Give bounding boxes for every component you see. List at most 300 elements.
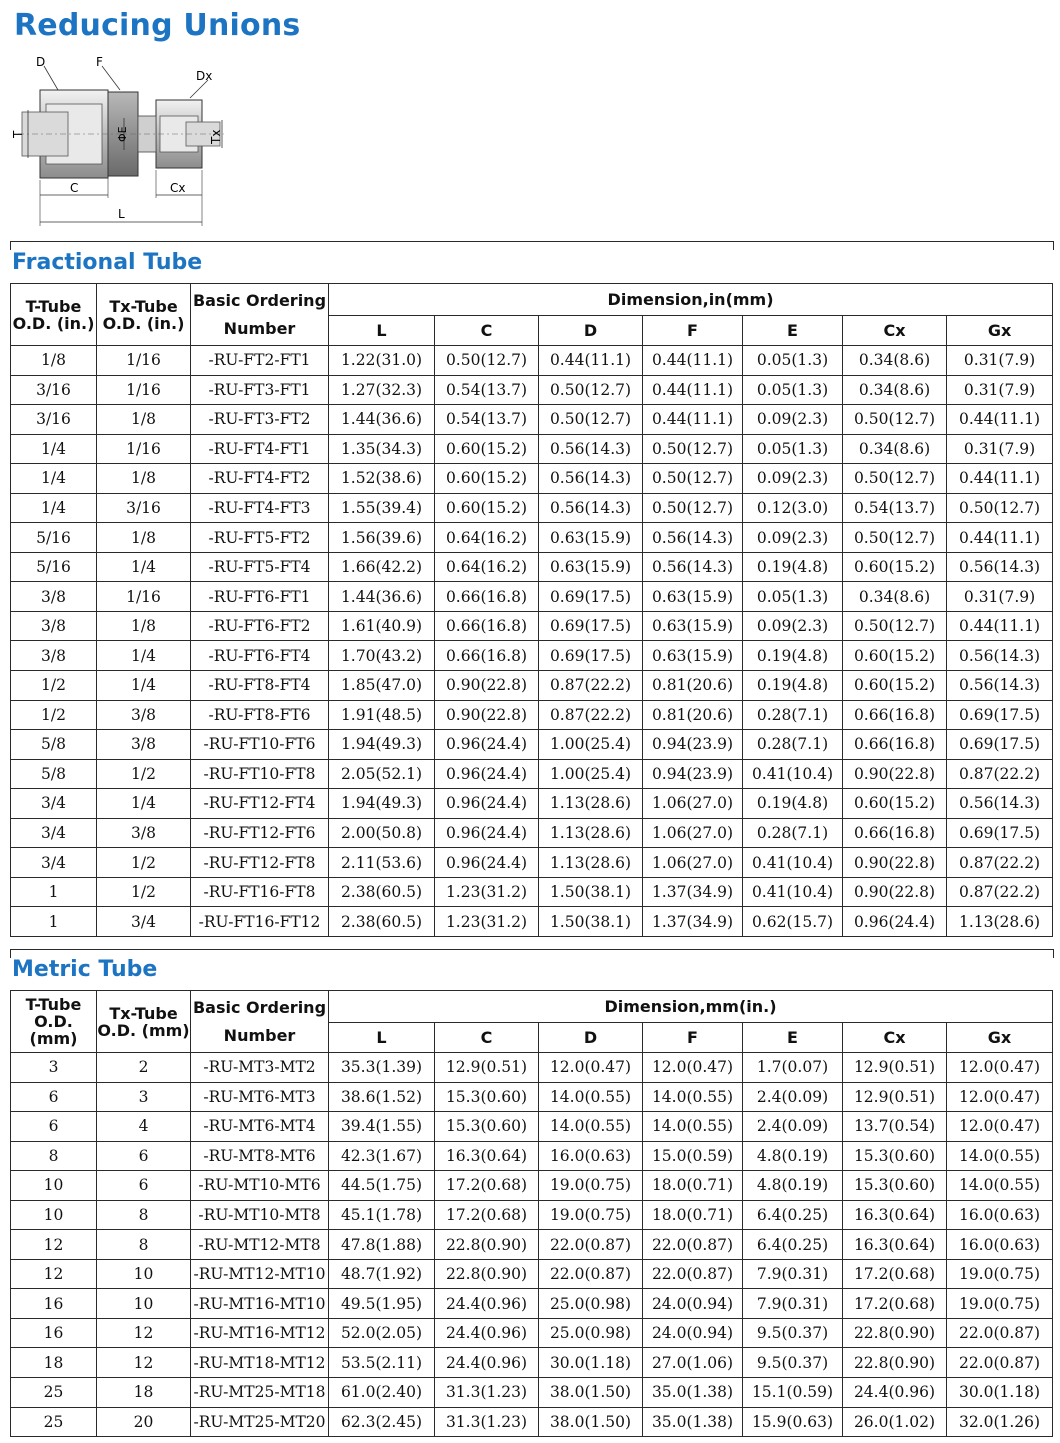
cell-l: 62.3(2.45)	[329, 1407, 435, 1437]
cell-c: 15.3(0.60)	[435, 1112, 539, 1142]
cell-ordering-number: -RU-FT3-FT2	[191, 405, 329, 435]
cell-cx: 0.60(15.2)	[843, 789, 947, 819]
cell-c: 0.96(24.4)	[435, 759, 539, 789]
header-dimension: Dimension,in(mm)	[329, 284, 1053, 316]
cell-l: 53.5(2.11)	[329, 1348, 435, 1378]
cell-c: 1.23(31.2)	[435, 907, 539, 937]
cell-t-tube: 3/16	[11, 405, 97, 435]
cell-ordering-number: -RU-FT4-FT3	[191, 493, 329, 523]
cell-ordering-number: -RU-FT2-FT1	[191, 346, 329, 376]
cell-d: 0.56(14.3)	[539, 434, 643, 464]
cell-f: 0.94(23.9)	[643, 759, 743, 789]
cell-t-tube: 10	[11, 1200, 97, 1230]
cell-cx: 26.0(1.02)	[843, 1407, 947, 1437]
header-dim: Gx	[947, 316, 1053, 346]
cell-tx-tube: 1/16	[97, 375, 191, 405]
cell-ordering-number: -RU-FT4-FT2	[191, 464, 329, 494]
header-dim: Cx	[843, 1023, 947, 1053]
label-f: F	[96, 55, 103, 69]
cell-cx: 17.2(0.68)	[843, 1259, 947, 1289]
cell-cx: 12.9(0.51)	[843, 1053, 947, 1083]
cell-gx: 0.31(7.9)	[947, 582, 1053, 612]
cell-t-tube: 1	[11, 907, 97, 937]
cell-gx: 0.56(14.3)	[947, 789, 1053, 819]
cell-t-tube: 1	[11, 877, 97, 907]
cell-e: 7.9(0.31)	[743, 1259, 843, 1289]
cell-l: 48.7(1.92)	[329, 1259, 435, 1289]
cell-t-tube: 5/16	[11, 552, 97, 582]
cell-d: 0.50(12.7)	[539, 375, 643, 405]
header-ordering-number: Basic Ordering Number	[191, 284, 329, 346]
header-dim: C	[435, 316, 539, 346]
cell-gx: 12.0(0.47)	[947, 1082, 1053, 1112]
cell-l: 1.35(34.3)	[329, 434, 435, 464]
cell-e: 0.12(3.0)	[743, 493, 843, 523]
cell-e: 6.4(0.25)	[743, 1200, 843, 1230]
cell-l: 2.00(50.8)	[329, 818, 435, 848]
cell-gx: 16.0(0.63)	[947, 1230, 1053, 1260]
cell-e: 9.5(0.37)	[743, 1318, 843, 1348]
cell-f: 18.0(0.71)	[643, 1171, 743, 1201]
cell-gx: 0.69(17.5)	[947, 700, 1053, 730]
cell-c: 0.96(24.4)	[435, 818, 539, 848]
cell-tx-tube: 1/8	[97, 405, 191, 435]
cell-c: 0.66(16.8)	[435, 641, 539, 671]
cell-l: 1.22(31.0)	[329, 346, 435, 376]
label-e: ΦE	[116, 126, 129, 142]
label-d: D	[36, 55, 46, 69]
label-l: L	[118, 207, 125, 221]
cell-cx: 0.96(24.4)	[843, 907, 947, 937]
cell-c: 22.8(0.90)	[435, 1259, 539, 1289]
cell-e: 0.41(10.4)	[743, 848, 843, 878]
table-row	[11, 1082, 1053, 1112]
cell-t-tube: 8	[11, 1141, 97, 1171]
cell-t-tube: 5/8	[11, 759, 97, 789]
cell-f: 18.0(0.71)	[643, 1200, 743, 1230]
cell-l: 52.0(2.05)	[329, 1318, 435, 1348]
cell-tx-tube: 20	[97, 1407, 191, 1437]
cell-l: 2.11(53.6)	[329, 848, 435, 878]
cell-tx-tube: 1/16	[97, 434, 191, 464]
cell-l: 1.27(32.3)	[329, 375, 435, 405]
cell-l: 35.3(1.39)	[329, 1053, 435, 1083]
cell-gx: 14.0(0.55)	[947, 1171, 1053, 1201]
cell-t-tube: 3/8	[11, 611, 97, 641]
cell-l: 44.5(1.75)	[329, 1171, 435, 1201]
cell-d: 0.50(12.7)	[539, 405, 643, 435]
table-row	[11, 1378, 1053, 1408]
cell-e: 2.4(0.09)	[743, 1082, 843, 1112]
cell-f: 0.44(11.1)	[643, 346, 743, 376]
cell-cx: 0.90(22.8)	[843, 759, 947, 789]
header-dim: Cx	[843, 316, 947, 346]
cell-ordering-number: -RU-MT3-MT2	[191, 1053, 329, 1083]
cell-e: 0.28(7.1)	[743, 700, 843, 730]
cell-gx: 0.44(11.1)	[947, 523, 1053, 553]
cell-d: 0.69(17.5)	[539, 582, 643, 612]
cell-cx: 0.60(15.2)	[843, 671, 947, 701]
cell-ordering-number: -RU-MT10-MT6	[191, 1171, 329, 1201]
cell-tx-tube: 6	[97, 1171, 191, 1201]
cell-d: 1.13(28.6)	[539, 789, 643, 819]
fractional-body	[11, 346, 1053, 937]
cell-ordering-number: -RU-FT3-FT1	[191, 375, 329, 405]
table-row	[11, 375, 1053, 405]
header-dim: F	[643, 1023, 743, 1053]
cell-e: 1.7(0.07)	[743, 1053, 843, 1083]
cell-gx: 0.44(11.1)	[947, 405, 1053, 435]
cell-f: 1.37(34.9)	[643, 877, 743, 907]
cell-cx: 16.3(0.64)	[843, 1230, 947, 1260]
cell-gx: 0.31(7.9)	[947, 346, 1053, 376]
table-row	[11, 907, 1053, 937]
cell-t-tube: 1/2	[11, 671, 97, 701]
cell-e: 0.09(2.3)	[743, 464, 843, 494]
cell-d: 1.50(38.1)	[539, 907, 643, 937]
table-row	[11, 1171, 1053, 1201]
cell-f: 14.0(0.55)	[643, 1082, 743, 1112]
table-row	[11, 1230, 1053, 1260]
cell-tx-tube: 1/8	[97, 464, 191, 494]
cell-c: 0.60(15.2)	[435, 464, 539, 494]
cell-c: 0.66(16.8)	[435, 582, 539, 612]
cell-f: 1.06(27.0)	[643, 789, 743, 819]
cell-tx-tube: 1/8	[97, 523, 191, 553]
cell-f: 15.0(0.59)	[643, 1141, 743, 1171]
cell-d: 0.63(15.9)	[539, 523, 643, 553]
cell-gx: 0.87(22.2)	[947, 848, 1053, 878]
cell-tx-tube: 1/4	[97, 671, 191, 701]
table-row	[11, 523, 1053, 553]
cell-gx: 32.0(1.26)	[947, 1407, 1053, 1437]
cell-t-tube: 1/4	[11, 493, 97, 523]
cell-l: 1.94(49.3)	[329, 730, 435, 760]
header-t-tube: T-Tube O.D. (in.)	[11, 284, 97, 346]
cell-ordering-number: -RU-MT16-MT10	[191, 1289, 329, 1319]
cell-ordering-number: -RU-MT10-MT8	[191, 1200, 329, 1230]
cell-tx-tube: 12	[97, 1348, 191, 1378]
cell-c: 0.60(15.2)	[435, 493, 539, 523]
cell-c: 0.50(12.7)	[435, 346, 539, 376]
cell-f: 35.0(1.38)	[643, 1378, 743, 1408]
metric-frame	[10, 949, 1054, 958]
cell-d: 25.0(0.98)	[539, 1318, 643, 1348]
cell-c: 0.96(24.4)	[435, 848, 539, 878]
cell-cx: 0.60(15.2)	[843, 552, 947, 582]
cell-d: 0.69(17.5)	[539, 611, 643, 641]
cell-t-tube: 10	[11, 1171, 97, 1201]
cell-c: 31.3(1.23)	[435, 1407, 539, 1437]
cell-gx: 19.0(0.75)	[947, 1289, 1053, 1319]
table-row	[11, 1348, 1053, 1378]
cell-e: 15.9(0.63)	[743, 1407, 843, 1437]
cell-l: 1.91(48.5)	[329, 700, 435, 730]
header-dim: E	[743, 1023, 843, 1053]
table-row	[11, 759, 1053, 789]
cell-gx: 0.50(12.7)	[947, 493, 1053, 523]
cell-l: 1.56(39.6)	[329, 523, 435, 553]
cell-c: 24.4(0.96)	[435, 1348, 539, 1378]
cell-tx-tube: 10	[97, 1289, 191, 1319]
cell-t-tube: 3/8	[11, 582, 97, 612]
cell-gx: 0.87(22.2)	[947, 759, 1053, 789]
cell-cx: 15.3(0.60)	[843, 1141, 947, 1171]
table-row	[11, 552, 1053, 582]
cell-ordering-number: -RU-MT25-MT18	[191, 1378, 329, 1408]
cell-t-tube: 3/4	[11, 789, 97, 819]
cell-cx: 0.50(12.7)	[843, 523, 947, 553]
cell-l: 1.44(36.6)	[329, 405, 435, 435]
cell-cx: 0.60(15.2)	[843, 641, 947, 671]
cell-t-tube: 12	[11, 1259, 97, 1289]
cell-d: 0.69(17.5)	[539, 641, 643, 671]
cell-l: 42.3(1.67)	[329, 1141, 435, 1171]
cell-d: 1.00(25.4)	[539, 730, 643, 760]
cell-f: 0.44(11.1)	[643, 405, 743, 435]
cell-ordering-number: -RU-FT16-FT12	[191, 907, 329, 937]
cell-gx: 22.0(0.87)	[947, 1318, 1053, 1348]
cell-cx: 22.8(0.90)	[843, 1318, 947, 1348]
cell-f: 24.0(0.94)	[643, 1289, 743, 1319]
cell-ordering-number: -RU-FT10-FT8	[191, 759, 329, 789]
cell-f: 0.50(12.7)	[643, 464, 743, 494]
cell-t-tube: 25	[11, 1407, 97, 1437]
cell-c: 31.3(1.23)	[435, 1378, 539, 1408]
cell-cx: 0.66(16.8)	[843, 818, 947, 848]
cell-gx: 0.56(14.3)	[947, 641, 1053, 671]
cell-tx-tube: 8	[97, 1230, 191, 1260]
table-row	[11, 1259, 1053, 1289]
cell-e: 0.05(1.3)	[743, 346, 843, 376]
header-dim: D	[539, 1023, 643, 1053]
cell-d: 30.0(1.18)	[539, 1348, 643, 1378]
cell-e: 15.1(0.59)	[743, 1378, 843, 1408]
cell-c: 0.64(16.2)	[435, 523, 539, 553]
cell-l: 47.8(1.88)	[329, 1230, 435, 1260]
cell-f: 0.63(15.9)	[643, 641, 743, 671]
cell-t-tube: 3/16	[11, 375, 97, 405]
cell-cx: 0.34(8.6)	[843, 434, 947, 464]
header-dim: C	[435, 1023, 539, 1053]
cell-tx-tube: 3/8	[97, 730, 191, 760]
cell-c: 0.90(22.8)	[435, 700, 539, 730]
table-row	[11, 1289, 1053, 1319]
fractional-frame	[10, 241, 1054, 250]
cell-t-tube: 16	[11, 1289, 97, 1319]
cell-tx-tube: 8	[97, 1200, 191, 1230]
cell-t-tube: 1/2	[11, 700, 97, 730]
cell-ordering-number: -RU-FT12-FT6	[191, 818, 329, 848]
cell-c: 24.4(0.96)	[435, 1318, 539, 1348]
table-row	[11, 1407, 1053, 1437]
cell-e: 0.28(7.1)	[743, 818, 843, 848]
table-row	[11, 582, 1053, 612]
cell-gx: 0.56(14.3)	[947, 671, 1053, 701]
metric-title: Metric Tube	[12, 957, 158, 982]
cell-d: 38.0(1.50)	[539, 1378, 643, 1408]
metric-body	[11, 1053, 1053, 1437]
cell-gx: 0.44(11.1)	[947, 464, 1053, 494]
cell-tx-tube: 2	[97, 1053, 191, 1083]
cell-d: 1.13(28.6)	[539, 818, 643, 848]
cell-e: 0.19(4.8)	[743, 789, 843, 819]
cell-l: 2.05(52.1)	[329, 759, 435, 789]
cell-cx: 17.2(0.68)	[843, 1289, 947, 1319]
table-row	[11, 1318, 1053, 1348]
cell-l: 1.70(43.2)	[329, 641, 435, 671]
cell-cx: 24.4(0.96)	[843, 1378, 947, 1408]
cell-d: 14.0(0.55)	[539, 1112, 643, 1142]
header-t-tube: T-Tube O.D. (mm)	[11, 991, 97, 1053]
cell-tx-tube: 3	[97, 1082, 191, 1112]
cell-f: 0.94(23.9)	[643, 730, 743, 760]
header-tx-tube: Tx-Tube O.D. (in.)	[97, 284, 191, 346]
cell-c: 24.4(0.96)	[435, 1289, 539, 1319]
cell-f: 14.0(0.55)	[643, 1112, 743, 1142]
table-row	[11, 700, 1053, 730]
cell-tx-tube: 3/16	[97, 493, 191, 523]
cell-cx: 0.90(22.8)	[843, 848, 947, 878]
label-t: T	[11, 130, 25, 138]
header-dim: F	[643, 316, 743, 346]
cell-t-tube: 3/4	[11, 848, 97, 878]
table-row	[11, 1112, 1053, 1142]
table-row	[11, 1141, 1053, 1171]
cell-gx: 0.69(17.5)	[947, 818, 1053, 848]
cell-d: 0.87(22.2)	[539, 671, 643, 701]
table-row	[11, 405, 1053, 435]
cell-ordering-number: -RU-MT16-MT12	[191, 1318, 329, 1348]
header-dim: L	[329, 1023, 435, 1053]
cell-l: 1.85(47.0)	[329, 671, 435, 701]
cell-t-tube: 25	[11, 1378, 97, 1408]
table-row	[11, 848, 1053, 878]
table-row	[11, 877, 1053, 907]
cell-f: 0.50(12.7)	[643, 493, 743, 523]
cell-d: 0.63(15.9)	[539, 552, 643, 582]
cell-e: 9.5(0.37)	[743, 1348, 843, 1378]
cell-t-tube: 3	[11, 1053, 97, 1083]
cell-tx-tube: 4	[97, 1112, 191, 1142]
cell-gx: 0.56(14.3)	[947, 552, 1053, 582]
cell-ordering-number: -RU-MT6-MT3	[191, 1082, 329, 1112]
cell-e: 0.05(1.3)	[743, 434, 843, 464]
cell-ordering-number: -RU-FT6-FT1	[191, 582, 329, 612]
cell-f: 0.81(20.6)	[643, 671, 743, 701]
cell-d: 38.0(1.50)	[539, 1407, 643, 1437]
cell-cx: 0.50(12.7)	[843, 611, 947, 641]
cell-gx: 1.13(28.6)	[947, 907, 1053, 937]
cell-gx: 0.44(11.1)	[947, 611, 1053, 641]
cell-tx-tube: 12	[97, 1318, 191, 1348]
cell-t-tube: 1/4	[11, 464, 97, 494]
cell-l: 2.38(60.5)	[329, 877, 435, 907]
cell-d: 0.87(22.2)	[539, 700, 643, 730]
cell-cx: 0.34(8.6)	[843, 375, 947, 405]
cell-l: 1.66(42.2)	[329, 552, 435, 582]
cell-ordering-number: -RU-MT12-MT8	[191, 1230, 329, 1260]
cell-l: 45.1(1.78)	[329, 1200, 435, 1230]
cell-tx-tube: 6	[97, 1141, 191, 1171]
cell-gx: 22.0(0.87)	[947, 1348, 1053, 1378]
cell-f: 0.56(14.3)	[643, 552, 743, 582]
cell-ordering-number: -RU-FT5-FT4	[191, 552, 329, 582]
cell-l: 49.5(1.95)	[329, 1289, 435, 1319]
cell-e: 2.4(0.09)	[743, 1112, 843, 1142]
cell-c: 15.3(0.60)	[435, 1082, 539, 1112]
cell-d: 22.0(0.87)	[539, 1230, 643, 1260]
cell-ordering-number: -RU-FT10-FT6	[191, 730, 329, 760]
cell-l: 39.4(1.55)	[329, 1112, 435, 1142]
cell-c: 0.96(24.4)	[435, 730, 539, 760]
page-title: Reducing Unions	[14, 8, 301, 43]
cell-t-tube: 18	[11, 1348, 97, 1378]
table-row	[11, 611, 1053, 641]
cell-e: 0.19(4.8)	[743, 641, 843, 671]
cell-e: 0.05(1.3)	[743, 582, 843, 612]
cell-gx: 14.0(0.55)	[947, 1141, 1053, 1171]
cell-cx: 16.3(0.64)	[843, 1200, 947, 1230]
cell-cx: 0.54(13.7)	[843, 493, 947, 523]
cell-e: 0.41(10.4)	[743, 877, 843, 907]
cell-tx-tube: 18	[97, 1378, 191, 1408]
cell-t-tube: 12	[11, 1230, 97, 1260]
cell-d: 14.0(0.55)	[539, 1082, 643, 1112]
cell-t-tube: 1/4	[11, 434, 97, 464]
cell-tx-tube: 3/4	[97, 907, 191, 937]
cell-f: 24.0(0.94)	[643, 1318, 743, 1348]
cell-f: 0.63(15.9)	[643, 611, 743, 641]
table-row	[11, 671, 1053, 701]
cell-e: 4.8(0.19)	[743, 1171, 843, 1201]
cell-cx: 0.66(16.8)	[843, 700, 947, 730]
cell-ordering-number: -RU-MT25-MT20	[191, 1407, 329, 1437]
cell-ordering-number: -RU-FT8-FT6	[191, 700, 329, 730]
cell-d: 25.0(0.98)	[539, 1289, 643, 1319]
cell-l: 1.55(39.4)	[329, 493, 435, 523]
cell-f: 1.37(34.9)	[643, 907, 743, 937]
cell-ordering-number: -RU-FT12-FT4	[191, 789, 329, 819]
cell-c: 1.23(31.2)	[435, 877, 539, 907]
cell-f: 12.0(0.47)	[643, 1053, 743, 1083]
cell-f: 0.81(20.6)	[643, 700, 743, 730]
cell-l: 2.38(60.5)	[329, 907, 435, 937]
cell-ordering-number: -RU-FT5-FT2	[191, 523, 329, 553]
cell-d: 12.0(0.47)	[539, 1053, 643, 1083]
cell-ordering-number: -RU-FT12-FT8	[191, 848, 329, 878]
cell-t-tube: 3/8	[11, 641, 97, 671]
table-row	[11, 1053, 1053, 1083]
cell-f: 1.06(27.0)	[643, 818, 743, 848]
cell-gx: 19.0(0.75)	[947, 1259, 1053, 1289]
cell-ordering-number: -RU-FT16-FT8	[191, 877, 329, 907]
cell-cx: 0.34(8.6)	[843, 346, 947, 376]
cell-e: 0.19(4.8)	[743, 552, 843, 582]
label-c: C	[70, 181, 79, 195]
cell-d: 19.0(0.75)	[539, 1171, 643, 1201]
cell-e: 0.09(2.3)	[743, 611, 843, 641]
cell-tx-tube: 10	[97, 1259, 191, 1289]
cell-ordering-number: -RU-MT8-MT6	[191, 1141, 329, 1171]
header-dimension: Dimension,mm(in.)	[329, 991, 1053, 1023]
cell-gx: 0.69(17.5)	[947, 730, 1053, 760]
cell-d: 1.00(25.4)	[539, 759, 643, 789]
cell-tx-tube: 3/8	[97, 700, 191, 730]
cell-d: 0.44(11.1)	[539, 346, 643, 376]
cell-c: 17.2(0.68)	[435, 1200, 539, 1230]
cell-f: 0.56(14.3)	[643, 523, 743, 553]
